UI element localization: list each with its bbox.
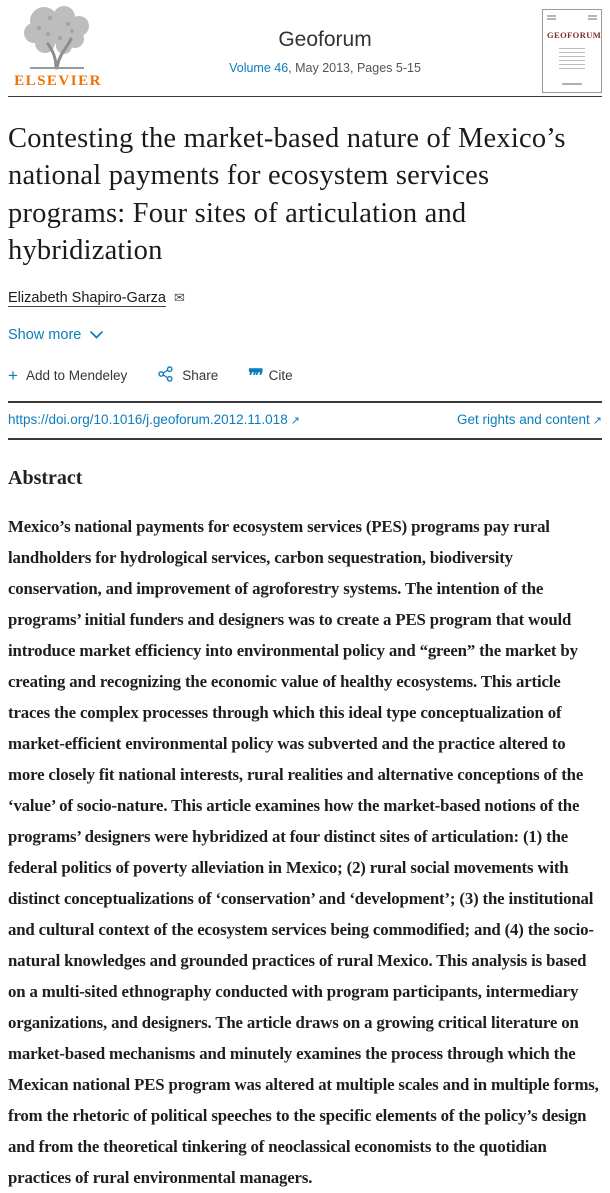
abstract-section [8, 467, 602, 1193]
cite-button[interactable] [248, 367, 292, 384]
abstract-heading: Abstract [8, 467, 83, 490]
elsevier-logo[interactable] [8, 4, 108, 90]
chevron-down-icon [90, 327, 103, 343]
add-to-mendeley-button[interactable] [8, 367, 127, 384]
article-main [0, 120, 610, 1193]
external-link-icon: ↗ [290, 415, 300, 428]
cover-text-lines [547, 48, 597, 69]
cite-label: Cite [268, 368, 293, 384]
show-more-button[interactable] [8, 327, 103, 343]
share-button[interactable] [157, 366, 218, 385]
cite-quote-icon: ❞❞ [248, 366, 261, 386]
envelope-icon[interactable]: ✉ [174, 290, 185, 306]
header-divider [8, 96, 602, 97]
get-rights-link[interactable]: Get rights and content ↗ [456, 412, 602, 428]
external-link-icon: ↗ [592, 415, 602, 428]
action-toolbar [8, 366, 602, 401]
doi-link[interactable]: https://doi.org/10.1016/j.geoforum.2012.11.018 ↗ [8, 412, 300, 428]
share-icon [157, 366, 174, 385]
journal-header [0, 0, 610, 96]
elsevier-wordmark: ELSEVIER [14, 73, 102, 89]
issue-line [108, 61, 542, 75]
add-to-mendeley-label: Add to Mendeley [25, 368, 128, 384]
volume-link[interactable]: Volume 46 [229, 61, 289, 75]
journal-title-link[interactable]: Geoforum [278, 28, 372, 51]
doi-bottom-divider [8, 438, 602, 440]
cover-header-text [547, 15, 597, 21]
abstract-text: Mexico’s national payments for ecosystem services (PES) programs pay rural landholders for hydrological services, carbon sequestration, biodiversity conservation, and improvement of agroforestry systems. The intention of the programs’ initial funders and designers was to create a PES program that would introduce market efficiency into environmental policy and “green” the market by creating and recognizing the economic value of healthy ecosystems. This article traces the complex processes through which this ideal type conceptualization of market-efficient environmental policy was subverted and the practice altered to more closely fit national interests, rural realities and alternative conceptions of the ‘value’ of socio-nature. This article examines how the market-based notions of the programs’ designers were hybridized at four distinct sites of articulation: (1) the federal politics of poverty alleviation in Mexico; (2) rural social movements with distinct conceptualizations of ‘conservation’ and ‘development’; (3) the institutional and cultural context of the ecosystem services being commodified; and (4) the socio-natural knowledges and grounded practices of rural Mexico. This analysis is based on a multi-sited ethnography conducted with program participants, intermediary organizations, and designers. The article draws on a growing critical literature on market-based mechanisms and minutely examines the process through which the Mexican national PES program was altered at multiple scales and in multiple forms, from the rhetoric of political speeches to the specific elements of the policy’s design and from the theoretical tinkering of neoclassical economists to the quotidian practices of rural environmental managers. [8, 517, 599, 1188]
elsevier-tree-icon [12, 57, 104, 74]
plus-icon: + [8, 366, 18, 386]
author-link[interactable]: Elizabeth Shapiro-Garza [8, 290, 166, 307]
author-row [8, 290, 602, 306]
issue-suffix: , May 2013, Pages 5-15 [288, 61, 421, 75]
cover-journal-title: GEOFORUM [547, 30, 602, 40]
cover-footer-line [562, 83, 582, 85]
journal-masthead [108, 4, 542, 75]
doi-bar [8, 403, 602, 438]
journal-cover-thumbnail[interactable] [542, 9, 602, 93]
article-title: Contesting the market-based nature of Mexico’s national payments for ecosystem services programs: Four sites of articulation and hybridization [8, 123, 566, 266]
share-label: Share [182, 368, 219, 384]
show-more-label: Show more [8, 327, 82, 344]
